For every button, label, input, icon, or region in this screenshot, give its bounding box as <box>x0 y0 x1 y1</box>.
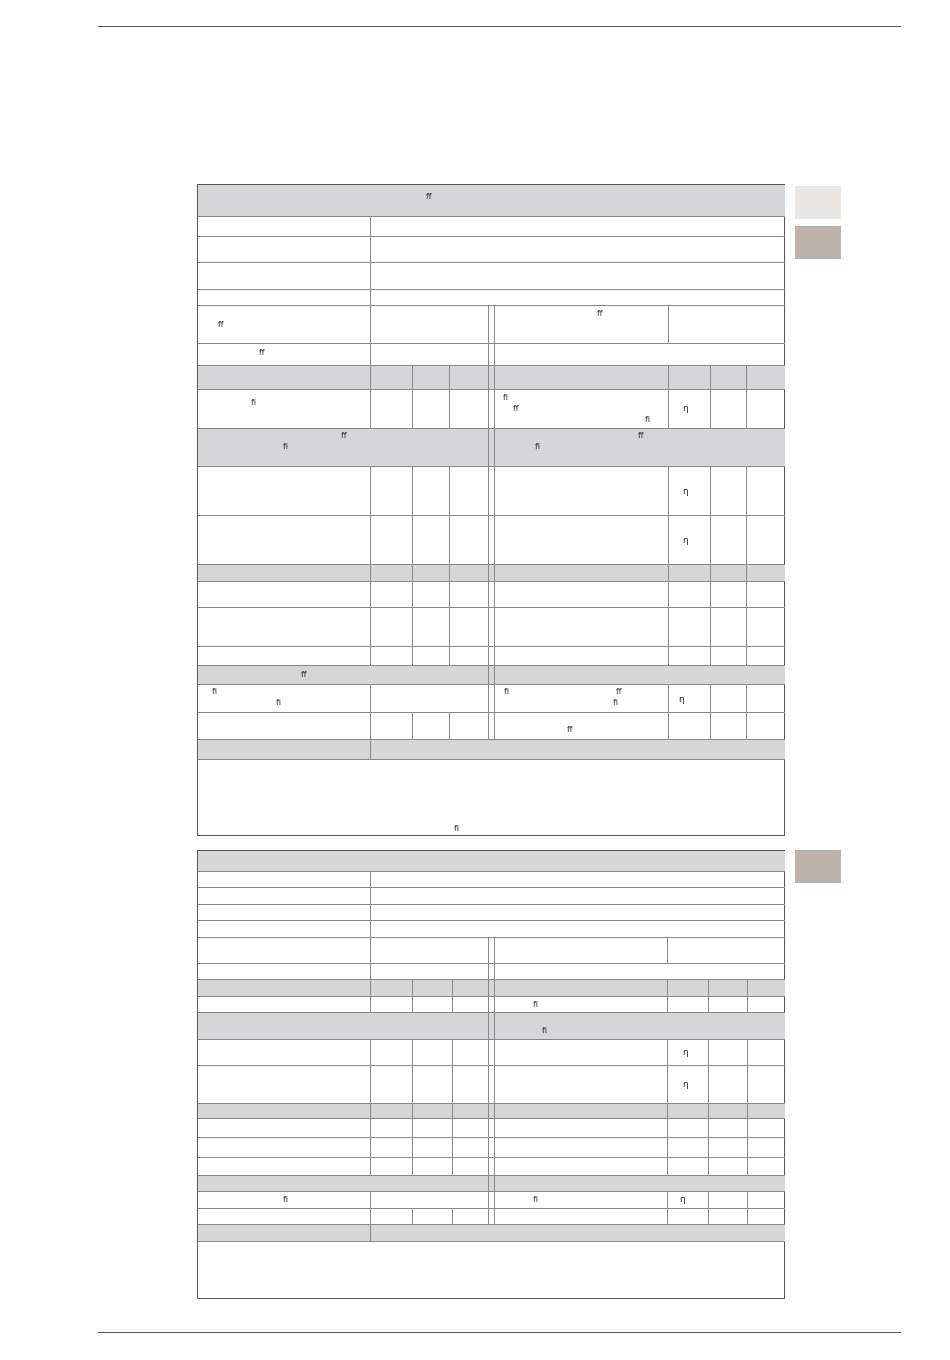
form2-header-band <box>198 851 785 871</box>
form2-eta-glyph-2: η <box>683 1080 689 1090</box>
form-header-band <box>198 185 785 216</box>
section-fi-right-glyph: fi <box>535 442 541 451</box>
total-ff-glyph: ff <box>567 725 573 734</box>
section-ff-left-glyph: ff <box>341 431 347 440</box>
eta-glyph-2: η <box>683 487 689 497</box>
eta-glyph-4: η <box>679 695 685 705</box>
row-label-glyph-a: ff <box>218 320 224 329</box>
side-tab-light <box>795 186 841 219</box>
form2-section-band <box>198 1012 785 1039</box>
form2-eta-glyph-3: η <box>680 1195 686 1205</box>
total-band-value <box>370 739 785 759</box>
label-fi-glyph: fi <box>251 398 257 407</box>
form2-total-band-label <box>198 1224 370 1241</box>
group-band <box>198 665 785 684</box>
row-label-glyph-b: ff <box>259 348 265 357</box>
form-header-glyph: ff <box>426 192 432 201</box>
item-ff-glyph: ff <box>513 404 519 413</box>
item-fi-top-glyph: fi <box>503 393 509 402</box>
subsection-band <box>198 564 785 581</box>
section-ff-right-glyph: ff <box>638 431 644 440</box>
row-fi-glyph-a: fi <box>212 687 218 696</box>
column-header-band <box>198 365 785 389</box>
section-fi-left-glyph: fi <box>283 442 289 451</box>
eta-glyph-3: η <box>683 536 689 546</box>
form2-group-band <box>198 1175 785 1191</box>
row-fi-glyph-c: fi <box>504 687 510 696</box>
form2-row-fi-left-glyph: fi <box>283 1195 289 1204</box>
item-fi-bottom-glyph: fi <box>645 415 651 424</box>
form2-row-fi-right-glyph: fi <box>533 1195 539 1204</box>
row-ff-right-glyph: ff <box>616 687 622 696</box>
form-1 <box>197 184 785 836</box>
row-fi-glyph-b: fi <box>276 698 282 707</box>
row-fi-right-glyph: fi <box>613 698 619 707</box>
total-band-label <box>198 739 370 759</box>
form2-subsection-band <box>198 1103 785 1118</box>
side-tab-dark-lower <box>795 850 841 883</box>
form2-section-fi-glyph: fi <box>542 1026 548 1035</box>
form2-column-header-band <box>198 979 785 996</box>
footer-fi-glyph: fi <box>454 824 460 833</box>
bottom-rule <box>98 1332 901 1333</box>
right-header-glyph: ff <box>597 309 603 318</box>
form2-total-band-value <box>370 1224 785 1241</box>
form2-eta-glyph-1: η <box>683 1048 689 1058</box>
side-tab-dark <box>795 226 841 259</box>
group-ff-glyph: ff <box>301 670 307 679</box>
form2-item-fi-glyph: fi <box>533 1000 539 1009</box>
form-2 <box>197 850 785 1299</box>
eta-glyph-1: η <box>683 404 689 414</box>
top-rule <box>98 26 901 27</box>
